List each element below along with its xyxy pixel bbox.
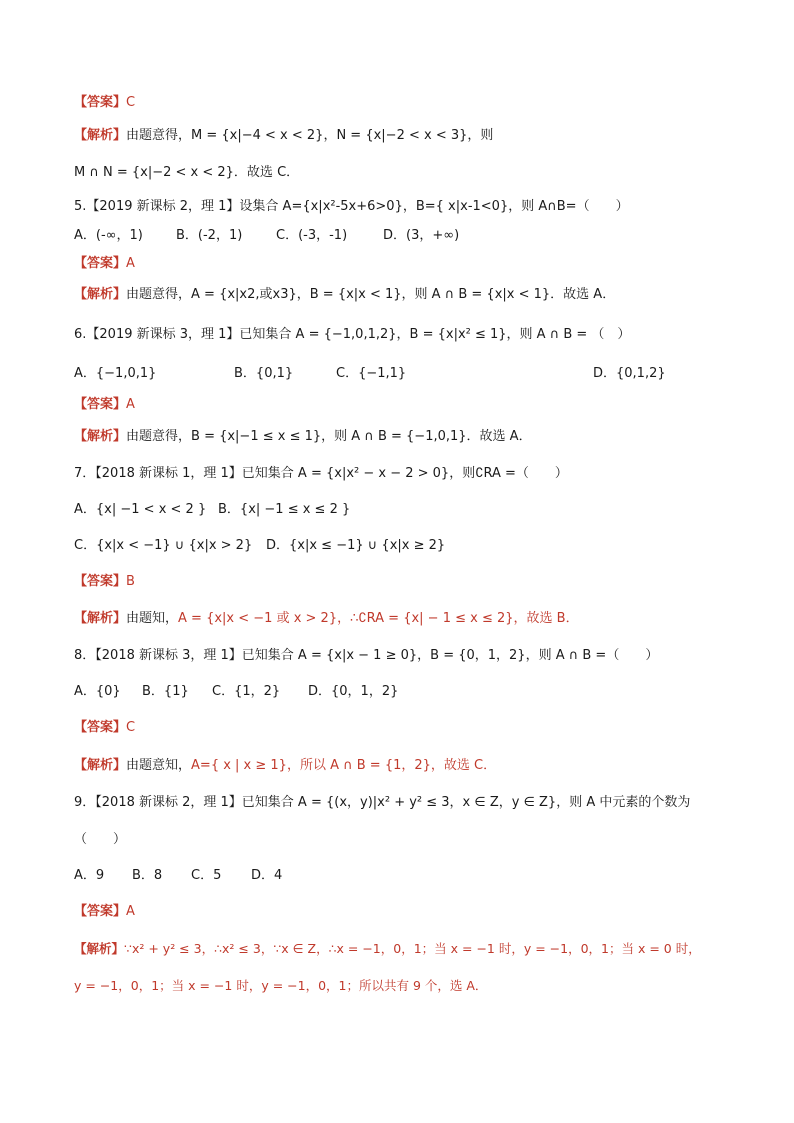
q6-option-d: D．{0,1,2} [593, 366, 666, 381]
q4-analysis-line2 [74, 165, 299, 181]
answer-label: 【答案】 [74, 574, 127, 589]
q5-analysis-line [74, 287, 615, 303]
q8-answer-line [74, 720, 135, 736]
q7-option-b: B．{x| −1 ≤ x ≤ 2 } [218, 502, 351, 517]
q5-option-c: C．(-3，-1) [276, 228, 348, 243]
q9-analysis-text2: y = −1，0，1；当 x = −1 时，y = −1，0，1；所以共有 9 个，选 A． [74, 978, 488, 993]
q9-answer: A [126, 904, 135, 919]
q4-analysis-text1: 由题意得，M = {x|−4 < x < 2}，N = {x|−2 < x < 3}，则 [126, 128, 494, 143]
q6-stem [74, 327, 630, 343]
analysis-label: 【解析】 [74, 941, 125, 956]
q9-stem-line1 [74, 795, 690, 811]
q6-analysis-text: 由题意得，B = {x|−1 ≤ x ≤ 1}，则 A ∩ B = {−1,0,1}．故选 A． [126, 429, 532, 444]
q7-options-ab [74, 502, 350, 518]
q5-stem [74, 199, 629, 215]
q6-options [74, 366, 666, 382]
q7-options-cd [74, 538, 445, 554]
q9-stem-text1: 9．【2018 新课标 2，理 1】已知集合 A = {(x，y)|x² + y² ≤ 3，x ∈ Z，y ∈ Z}，则 A 中元素的个数为 [74, 795, 691, 810]
q7-analysis-prefix: 由题知， [126, 611, 179, 626]
answer-label: 【答案】 [74, 720, 127, 735]
q6-analysis-line [74, 429, 532, 445]
q9-option-d: D．4 [251, 868, 283, 883]
q7-analysis-body: A = {x|x < −1 或 x > 2}，∴∁RA = {x| − 1 ≤ x ≤ 2}，故选 B． [178, 611, 579, 626]
q7-stem [74, 466, 568, 482]
q8-stem-text: 8．【2018 新课标 3，理 1】已知集合 A = {x|x − 1 ≥ 0}，B = {0，1，2}，则 A ∩ B =（ ） [74, 648, 659, 663]
q9-stem-line2 [74, 832, 126, 848]
q9-option-a: A．9 [74, 868, 105, 883]
q8-option-d: D．{0，1，2} [308, 684, 399, 699]
q8-stem [74, 648, 658, 664]
q4-analysis-line1 [74, 128, 493, 144]
q8-analysis-body: A={ x | x ≥ 1}，所以 A ∩ B = {1，2}，故选 C． [191, 758, 497, 773]
analysis-label: 【解析】 [74, 128, 127, 143]
q5-answer-line [74, 256, 135, 272]
answer-label: 【答案】 [74, 397, 127, 412]
q9-option-c: C．5 [191, 868, 222, 883]
q8-answer: C [126, 720, 136, 735]
q6-option-b: B．{0,1} [234, 366, 294, 381]
q5-stem-text: 5.【2019 新课标 2，理 1】设集合 A={x|x²-5x+6>0}，B={ x|x-1<0}，则 A∩B=（ ） [74, 199, 629, 214]
q4-answer: C [126, 95, 136, 110]
q6-option-c: C．{−1,1} [336, 366, 407, 381]
q7-answer: B [126, 574, 135, 589]
q6-stem-text: 6.【2019 新课标 3，理 1】已知集合 A = {−1,0,1,2}，B = {x|x² ≤ 1}，则 A ∩ B = （ ） [74, 327, 631, 342]
analysis-label: 【解析】 [74, 287, 127, 302]
q7-option-a: A．{x| −1 < x < 2 } [74, 502, 207, 517]
q5-option-a: A．(-∞，1) [74, 228, 143, 243]
q7-option-d: D．{x|x ≤ −1} ∪ {x|x ≥ 2} [266, 538, 446, 553]
q7-stem-text: 7．【2018 新课标 1，理 1】已知集合 A = {x|x² − x − 2 > 0}，则∁RA =（ ） [74, 466, 568, 481]
q4-analysis-text2: M ∩ N = {x|−2 < x < 2}．故选 C． [74, 165, 300, 180]
q8-options [74, 684, 398, 700]
q9-analysis-line1 [74, 941, 701, 957]
q4-answer-line [74, 95, 135, 111]
q6-answer: A [126, 397, 135, 412]
q9-analysis-text1: ∵x² + y² ≤ 3，∴x² ≤ 3，∵x ∈ Z，∴x = −1，0，1；当 x = −1 时，y = −1，0，1；当 x = 0 时， [124, 941, 701, 956]
analysis-label: 【解析】 [74, 611, 127, 626]
q5-options [74, 228, 459, 244]
q8-analysis-prefix: 由题意知， [126, 758, 192, 773]
q8-option-a: A．{0} [74, 684, 121, 699]
q6-option-a: A．{−1,0,1} [74, 366, 157, 381]
answer-label: 【答案】 [74, 95, 127, 110]
answer-label: 【答案】 [74, 904, 127, 919]
q9-stem-text2: （ ） [74, 832, 127, 847]
q8-analysis-line [74, 758, 496, 774]
analysis-label: 【解析】 [74, 758, 127, 773]
q6-answer-line [74, 397, 135, 413]
q9-options [74, 868, 282, 884]
answer-label: 【答案】 [74, 256, 127, 271]
q9-option-b: B．8 [132, 868, 163, 883]
q8-option-b: B．{1} [142, 684, 189, 699]
q5-analysis-text: 由题意得，A = {x|x2,或x3}，B = {x|x < 1}，则 A ∩ B = {x|x < 1}．故选 A． [126, 287, 616, 302]
q7-analysis-line [74, 611, 579, 627]
q7-option-c: C．{x|x < −1} ∪ {x|x > 2} [74, 538, 253, 553]
q9-answer-line [74, 904, 135, 920]
q7-answer-line [74, 574, 135, 590]
q5-answer: A [126, 256, 135, 271]
q9-analysis-line2 [74, 978, 487, 994]
q8-option-c: C．{1，2} [212, 684, 281, 699]
analysis-label: 【解析】 [74, 429, 127, 444]
q5-option-d: D．(3，+∞) [383, 228, 460, 243]
q5-option-b: B．(-2，1) [176, 228, 243, 243]
